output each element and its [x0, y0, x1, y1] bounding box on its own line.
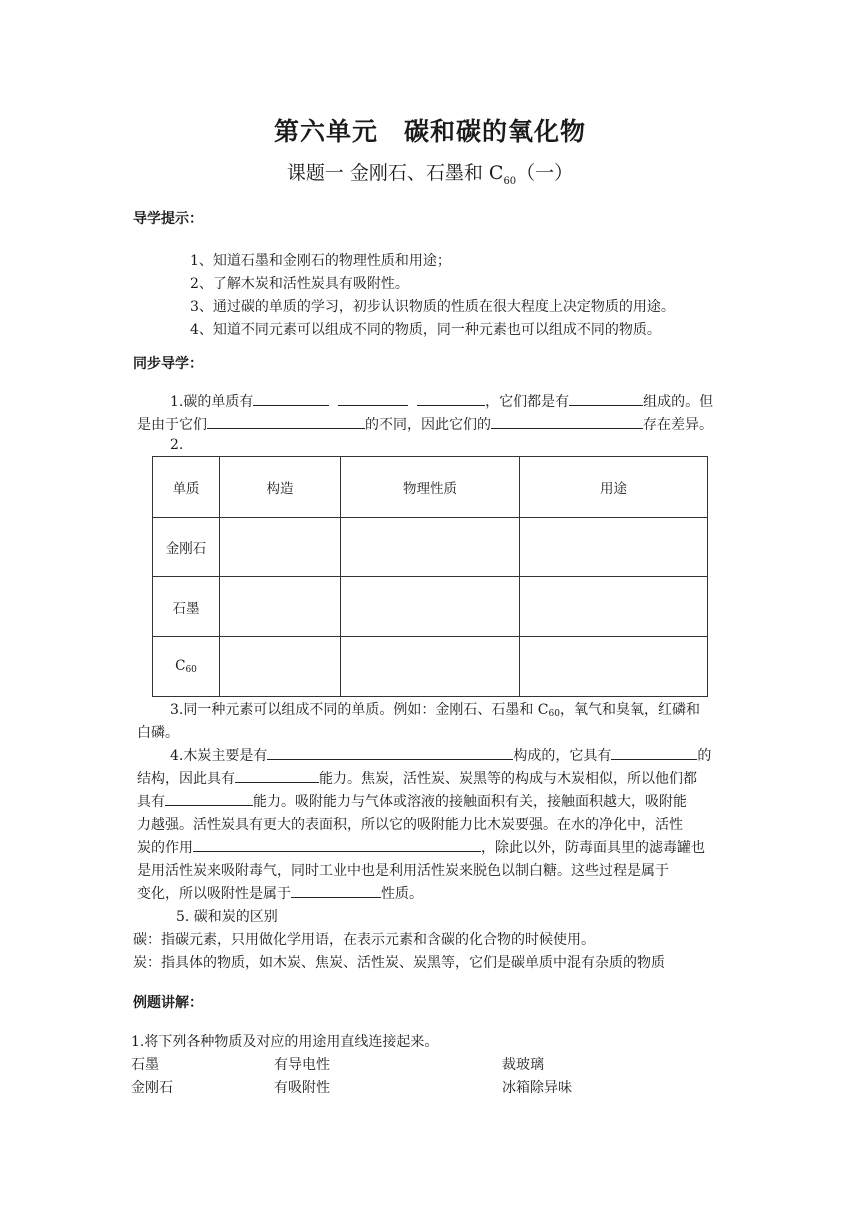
answer-cell[interactable]	[341, 637, 520, 697]
header-cell: 构造	[220, 457, 341, 518]
q3-text-b: ，氧气和臭氧，红磷和	[559, 702, 700, 718]
answer-cell[interactable]	[220, 518, 341, 577]
row-label: 金刚石	[153, 518, 220, 577]
answer-blank[interactable]	[267, 745, 513, 760]
answer-blank[interactable]	[235, 768, 319, 783]
header-cell: 单质	[153, 457, 220, 518]
q1-text-d: 是由于它们	[137, 417, 207, 433]
question-1-line-1	[170, 391, 713, 411]
q4-text-j: ，除此以外，防毒面具里的滤毒罐也	[481, 840, 705, 856]
answer-blank[interactable]	[253, 391, 329, 406]
answer-cell[interactable]	[341, 518, 520, 577]
answer-cell[interactable]	[341, 577, 520, 637]
q3-text-a: 3.同一种元素可以组成不同的单质。例如：金刚石、石墨和 C	[170, 702, 549, 718]
guide-item-4: 4、知道不同元素可以组成不同的物质，同一种元素也可以组成不同的物质。	[190, 322, 661, 338]
question-4-line-5	[137, 837, 705, 857]
q4-text-e: 能力。焦炭，活性炭、炭黑等的构成与木炭相似，所以他们都	[319, 771, 697, 787]
q4-text-g: 能力。吸附能力与气体或溶液的接触面积有关，接触面积越大，吸附能	[253, 794, 687, 810]
q4-text-f: 具有	[137, 794, 165, 810]
q4-text-d: 结构，因此具有	[137, 771, 235, 787]
question-4-line-7	[137, 883, 423, 903]
subtitle-prefix: 课题一 金刚石、石墨和 C	[286, 162, 504, 184]
example-1-question: 1.将下列各种物质及对应的用途用直线连接起来。	[131, 1034, 439, 1050]
q1-text-f: 存在差异。	[643, 417, 713, 433]
row-label: 石墨	[153, 577, 220, 637]
question-3-line-2: 白磷。	[137, 725, 179, 741]
question-3-line-1	[170, 699, 700, 719]
header-cell: 用途	[520, 457, 708, 518]
charcoal-definition: 炭：指具体的物质，如木炭、焦炭、活性炭、炭黑等，它们是碳单质中混有杂质的物质	[133, 955, 665, 971]
q3-subscript: 60	[548, 709, 560, 719]
guide-item-2: 2、了解木炭和活性炭具有吸附性。	[190, 276, 409, 292]
answer-blank[interactable]	[417, 391, 485, 406]
q4-text-l: 变化，所以吸附性是属于	[137, 886, 291, 902]
q1-text-a: 1.碳的单质有	[170, 394, 254, 410]
match-item-middle[interactable]: 有导电性	[274, 1057, 330, 1073]
question-4-line-4: 力越强。活性炭具有更大的表面积，所以它的吸附能力比木炭要强。在水的净化中，活性	[137, 817, 683, 833]
question-1-line-2	[137, 414, 713, 434]
lesson-subtitle	[0, 158, 860, 187]
answer-cell[interactable]	[520, 637, 708, 697]
match-item-right[interactable]: 裁玻璃	[502, 1057, 544, 1073]
question-4-line-1	[170, 745, 711, 765]
match-item-left[interactable]: 石墨	[131, 1057, 159, 1073]
subtitle-suffix: （一）	[516, 162, 574, 184]
carbon-definition: 碳：指碳元素，只用做化学用语，在表示元素和含碳的化合物的时候使用。	[133, 932, 595, 948]
q4-text-m: 性质。	[381, 886, 423, 902]
guide-item-1: 1、知道石墨和金刚石的物理性质和用途；	[190, 253, 451, 269]
examples-heading: 例题讲解：	[133, 995, 203, 1011]
table-header-row	[153, 457, 708, 518]
question-4-line-2	[137, 768, 697, 788]
answer-blank[interactable]	[338, 391, 408, 406]
c60-label: C	[175, 658, 186, 674]
answer-blank[interactable]	[569, 391, 643, 406]
answer-blank[interactable]	[491, 414, 643, 429]
match-item-middle[interactable]: 有吸附性	[274, 1080, 330, 1096]
question-4-line-6: 是用活性炭来吸附毒气，同时工业中也是利用活性炭来脱色以制白糖。这些过程是属于	[137, 863, 669, 879]
answer-blank[interactable]	[291, 883, 381, 898]
answer-blank[interactable]	[165, 791, 253, 806]
guide-heading: 导学提示：	[133, 211, 203, 227]
c60-subscript: 60	[185, 665, 197, 675]
q1-text-c: 组成的。但	[643, 394, 714, 410]
match-item-right[interactable]: 冰箱除异味	[502, 1080, 572, 1096]
guide-item-3: 3、通过碳的单质的学习，初步认识物质的性质在很大程度上决定物质的用途。	[190, 299, 675, 315]
q1-text-b: ，它们都是有	[485, 394, 570, 410]
answer-cell[interactable]	[220, 637, 341, 697]
sync-heading: 同步导学：	[133, 356, 203, 372]
question-4-line-3	[137, 791, 687, 811]
answer-cell[interactable]	[520, 518, 708, 577]
match-item-left[interactable]: 金刚石	[131, 1080, 173, 1096]
question-5-heading: 5. 碳和炭的区别	[176, 909, 278, 925]
q4-text-a: 4.木炭主要是有	[170, 748, 268, 764]
answer-cell[interactable]	[220, 577, 341, 637]
row-label	[153, 637, 220, 697]
q4-text-b: 构成的，它具有	[513, 748, 612, 764]
q1-text-e: 的不同，因此它们的	[365, 417, 491, 433]
page-title: 第六单元 碳和碳的氧化物	[273, 117, 586, 146]
table-row	[153, 518, 708, 577]
answer-cell[interactable]	[520, 577, 708, 637]
answer-blank[interactable]	[207, 414, 365, 429]
q4-text-c: 的	[697, 748, 712, 764]
answer-blank[interactable]	[611, 745, 697, 760]
allotrope-table	[152, 456, 708, 697]
header-cell: 物理性质	[341, 457, 520, 518]
question-2-label: 2.	[170, 437, 184, 453]
subtitle-subscript: 60	[503, 175, 517, 187]
table-row	[153, 577, 708, 637]
table-row	[153, 637, 708, 697]
answer-blank[interactable]	[193, 837, 481, 852]
q4-text-i: 炭的作用	[137, 840, 193, 856]
